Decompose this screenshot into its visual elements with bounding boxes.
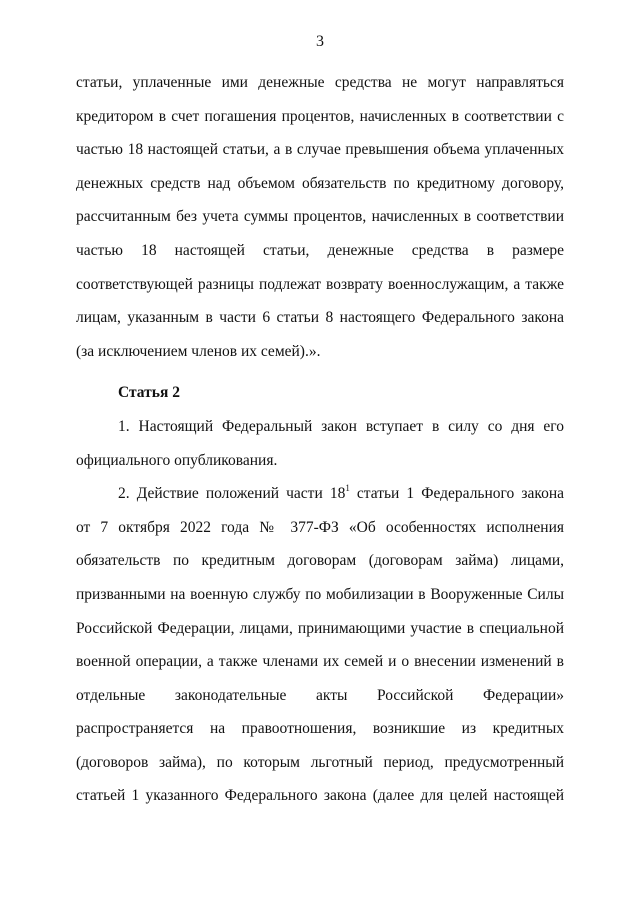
clause-1: [76, 410, 564, 477]
word: Федерации»: [483, 686, 564, 704]
document-body: [76, 66, 564, 813]
text-line: (за исключением членов их семей).».: [76, 342, 321, 360]
clause-2: [76, 477, 564, 813]
page-number: 3: [316, 33, 324, 50]
text-line: статьей 1 указанного Федерального закона (далее для целей настоящей: [76, 787, 564, 805]
text-line: 1. Настоящий Федеральный закон вступает в силу со дня его: [118, 417, 564, 435]
text-line: Российской Федерации, лицами, принимающими участие в специальной: [76, 619, 564, 637]
text-line: (договоров займа), по которым льготный период, предусмотренный: [76, 753, 564, 771]
text-line: призванными на военную службу по мобилизации в Вооруженные Силы: [76, 585, 564, 603]
word: отдельные: [76, 686, 146, 704]
word: законодательные: [174, 686, 287, 704]
word: акты: [316, 686, 348, 704]
paragraph-continuation: [76, 66, 564, 368]
text-line: от 7 октября 2022 года № 377-ФЗ «Об особенностях исполнения: [76, 518, 564, 536]
superscript: 1: [345, 483, 350, 494]
word: денежные: [327, 241, 394, 259]
text-line: денежных средств над объемом обязательств по кредитному договору,: [76, 174, 564, 192]
text-line-spread: [76, 234, 564, 268]
text-line: распространяется на правоотношения, возникшие из кредитных: [76, 720, 564, 738]
text-line-spread: [76, 679, 564, 713]
word: частью: [76, 241, 123, 259]
text-line: соответствующей разницы подлежат возврату военнослужащим, а также: [76, 275, 564, 293]
text-line: статьи, уплаченные ими денежные средства не могут направляться: [76, 74, 564, 91]
text-line: частью 18 настоящей статьи, а в случае превышения объема уплаченных: [76, 141, 564, 159]
text-line: обязательств по кредитным договорам (договорам займа) лицами,: [76, 552, 564, 570]
word: размере: [512, 241, 564, 259]
text-line: рассчитанным без учета суммы процентов, начисленных в соответствии: [76, 208, 564, 226]
text-line: лицам, указанным в части 6 статьи 8 настоящего Федерального закона: [76, 309, 564, 327]
word: Российской: [377, 686, 454, 704]
text-fragment: статьи 1 Федерального закона: [349, 485, 564, 503]
article-heading: Статья 2: [118, 384, 180, 402]
text-line: кредитором в счет погашения процентов, начисленных в соответствии с: [76, 107, 564, 125]
word: в: [486, 241, 495, 259]
text-line: официального опубликования.: [76, 451, 278, 469]
word: 18: [141, 241, 157, 259]
text-fragment: 2. Действие положений части 18: [118, 485, 346, 503]
text-line: [76, 477, 564, 511]
word: средства: [411, 241, 469, 259]
word: статьи,: [263, 241, 310, 259]
text-line: военной операции, а также членами их семей и о внесении изменений в: [76, 653, 564, 671]
word: настоящей: [174, 241, 245, 259]
